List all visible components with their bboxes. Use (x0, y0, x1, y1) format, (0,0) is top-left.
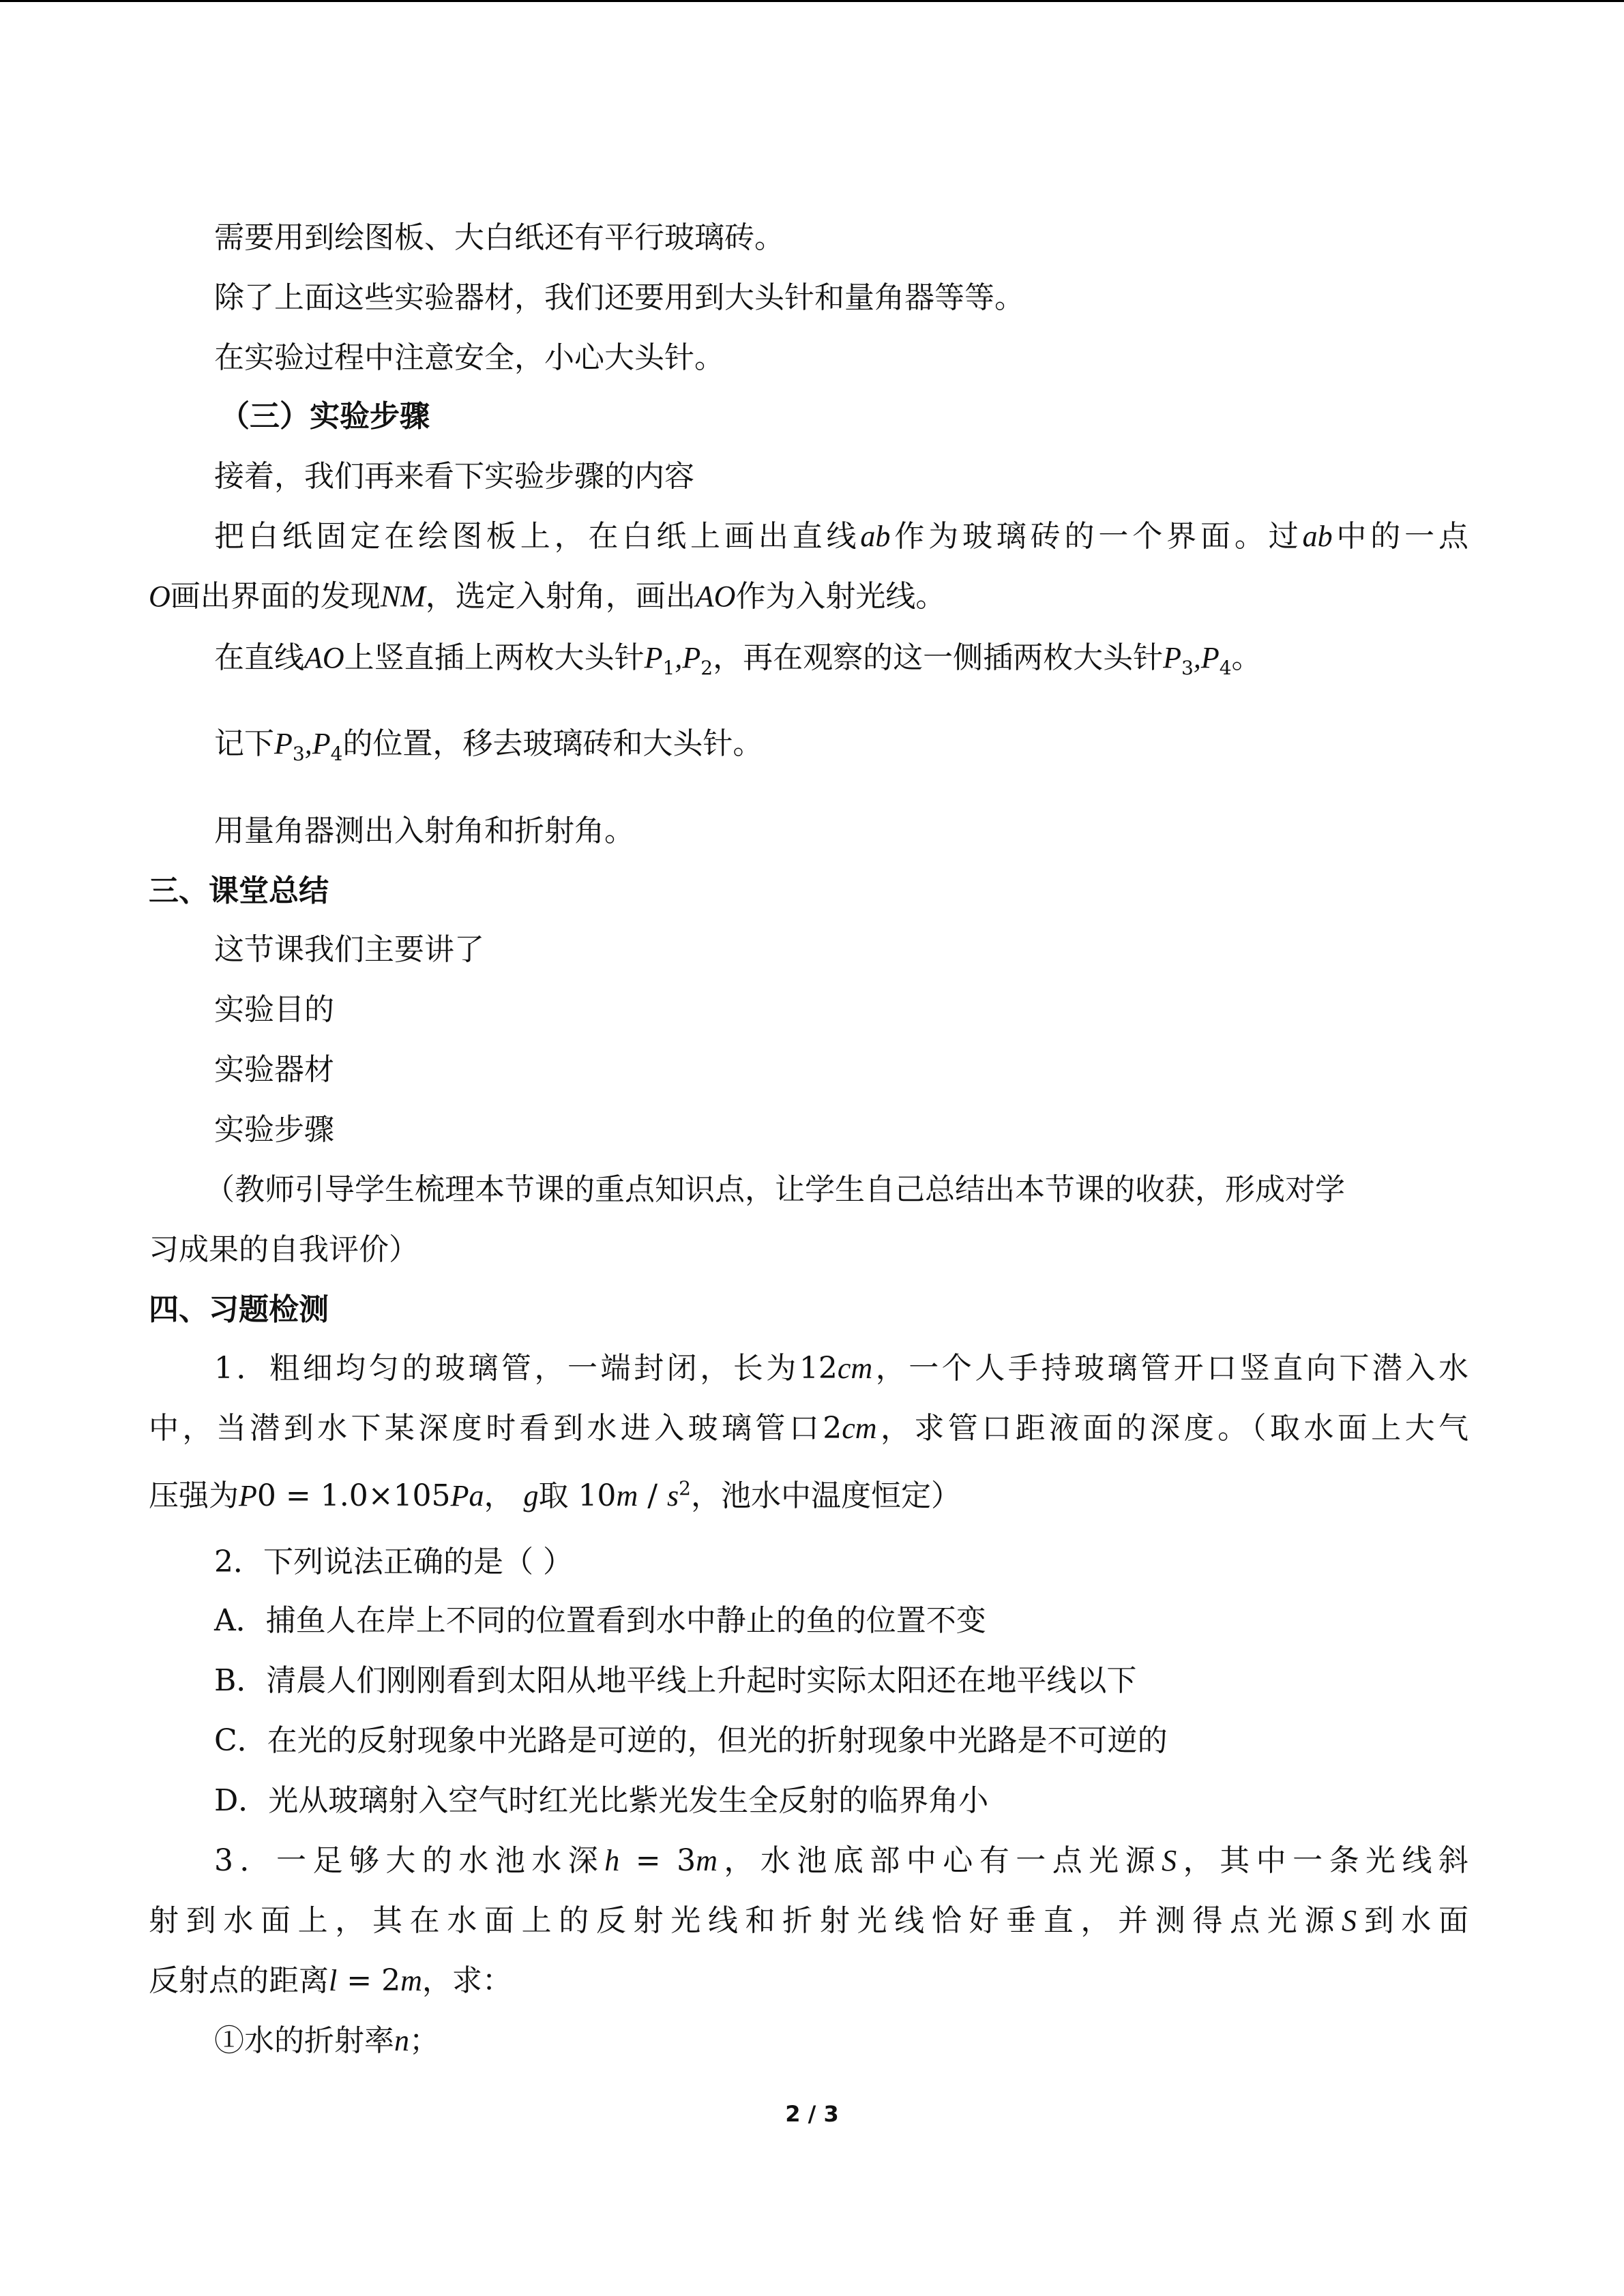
paragraph-line: 接着，我们再来看下实验步骤的内容 (214, 459, 694, 494)
answer-option: B．清晨人们刚刚看到太阳从地平线上升起时实际太阳还在地平线以下 (214, 1663, 1137, 1698)
paragraph-line: 记下$P_3,P_4$的位置，移去玻璃砖和大头针。 (214, 726, 763, 765)
paragraph-line: 在实验过程中注意安全，小心大头针。 (214, 340, 724, 375)
answer-option: A．捕鱼人在岸上不同的位置看到水中静止的鱼的位置不变 (214, 1603, 986, 1638)
question-line: 反射点的距离l = 2m，求： (149, 1963, 512, 1998)
paragraph-line: 这节课我们主要讲了 (214, 932, 484, 967)
question-line: 压强为P0 = 1.0×105Pa， g取 $10m / s^2$，池水中温度恒定） (149, 1477, 961, 1513)
question-line: ①水的折射率n； (214, 2023, 439, 2058)
paragraph-line: 实验目的 (214, 992, 334, 1027)
page-number: 2 / 3 (785, 2101, 839, 2127)
question-line: 2．下列说法正确的是（ ） (214, 1545, 573, 1579)
paragraph-line: 实验步骤 (214, 1112, 334, 1147)
paragraph-line: 实验器材 (214, 1052, 334, 1087)
section-heading: （三）实验步骤 (220, 399, 430, 434)
paragraph-line: 在直线AO上竖直插上两枚大头针$P_1,P_2$，再在观察的这一侧插两枚大头针$P_3,P_4$。 (214, 640, 1262, 679)
section-heading: 四、习题检测 (149, 1292, 329, 1327)
question-line: 射到水面上，其在水面上的反射光线和折射光线恰好垂直，并测得点光源S到水面 (149, 1903, 1469, 1938)
paragraph-line: 把白纸固定在绘图板上，在白纸上画出直线ab作为玻璃砖的一个界面。过ab中的一点 (214, 519, 1469, 554)
paragraph-line: 需要用到绘图板、大白纸还有平行玻璃砖。 (214, 220, 784, 255)
question-line: 1．粗细均匀的玻璃管，一端封闭，长为12cm，一个人手持玻璃管开口竖直向下潜入水 (214, 1351, 1469, 1386)
paragraph-line: 用量角器测出入射角和折射角。 (214, 814, 634, 848)
question-line: 3．一足够大的水池水深h = 3m，水池底部中心有一点光源S，其中一条光线斜 (214, 1843, 1469, 1878)
section-heading: 三、课堂总结 (149, 874, 329, 908)
paragraph-line: （教师引导学生梳理本节课的重点知识点，让学生自己总结出本节课的收获，形成对学 (205, 1172, 1345, 1207)
paragraph-line: O画出界面的发现NM，选定入射角，画出AO作为入射光线。 (149, 579, 946, 614)
paragraph-line: 习成果的自我评价） (149, 1232, 419, 1267)
paragraph-line: 除了上面这些实验器材，我们还要用到大头针和量角器等等。 (214, 280, 1024, 315)
question-line: 中，当潜到水下某深度时看到水进入玻璃管口2cm，求管口距液面的深度。（取水面上大气 (149, 1411, 1468, 1446)
answer-option: C．在光的反射现象中光路是可逆的，但光的折射现象中光路是不可逆的 (214, 1723, 1168, 1758)
answer-option: D．光从玻璃射入空气时红光比紫光发生全反射的临界角小 (214, 1783, 989, 1818)
